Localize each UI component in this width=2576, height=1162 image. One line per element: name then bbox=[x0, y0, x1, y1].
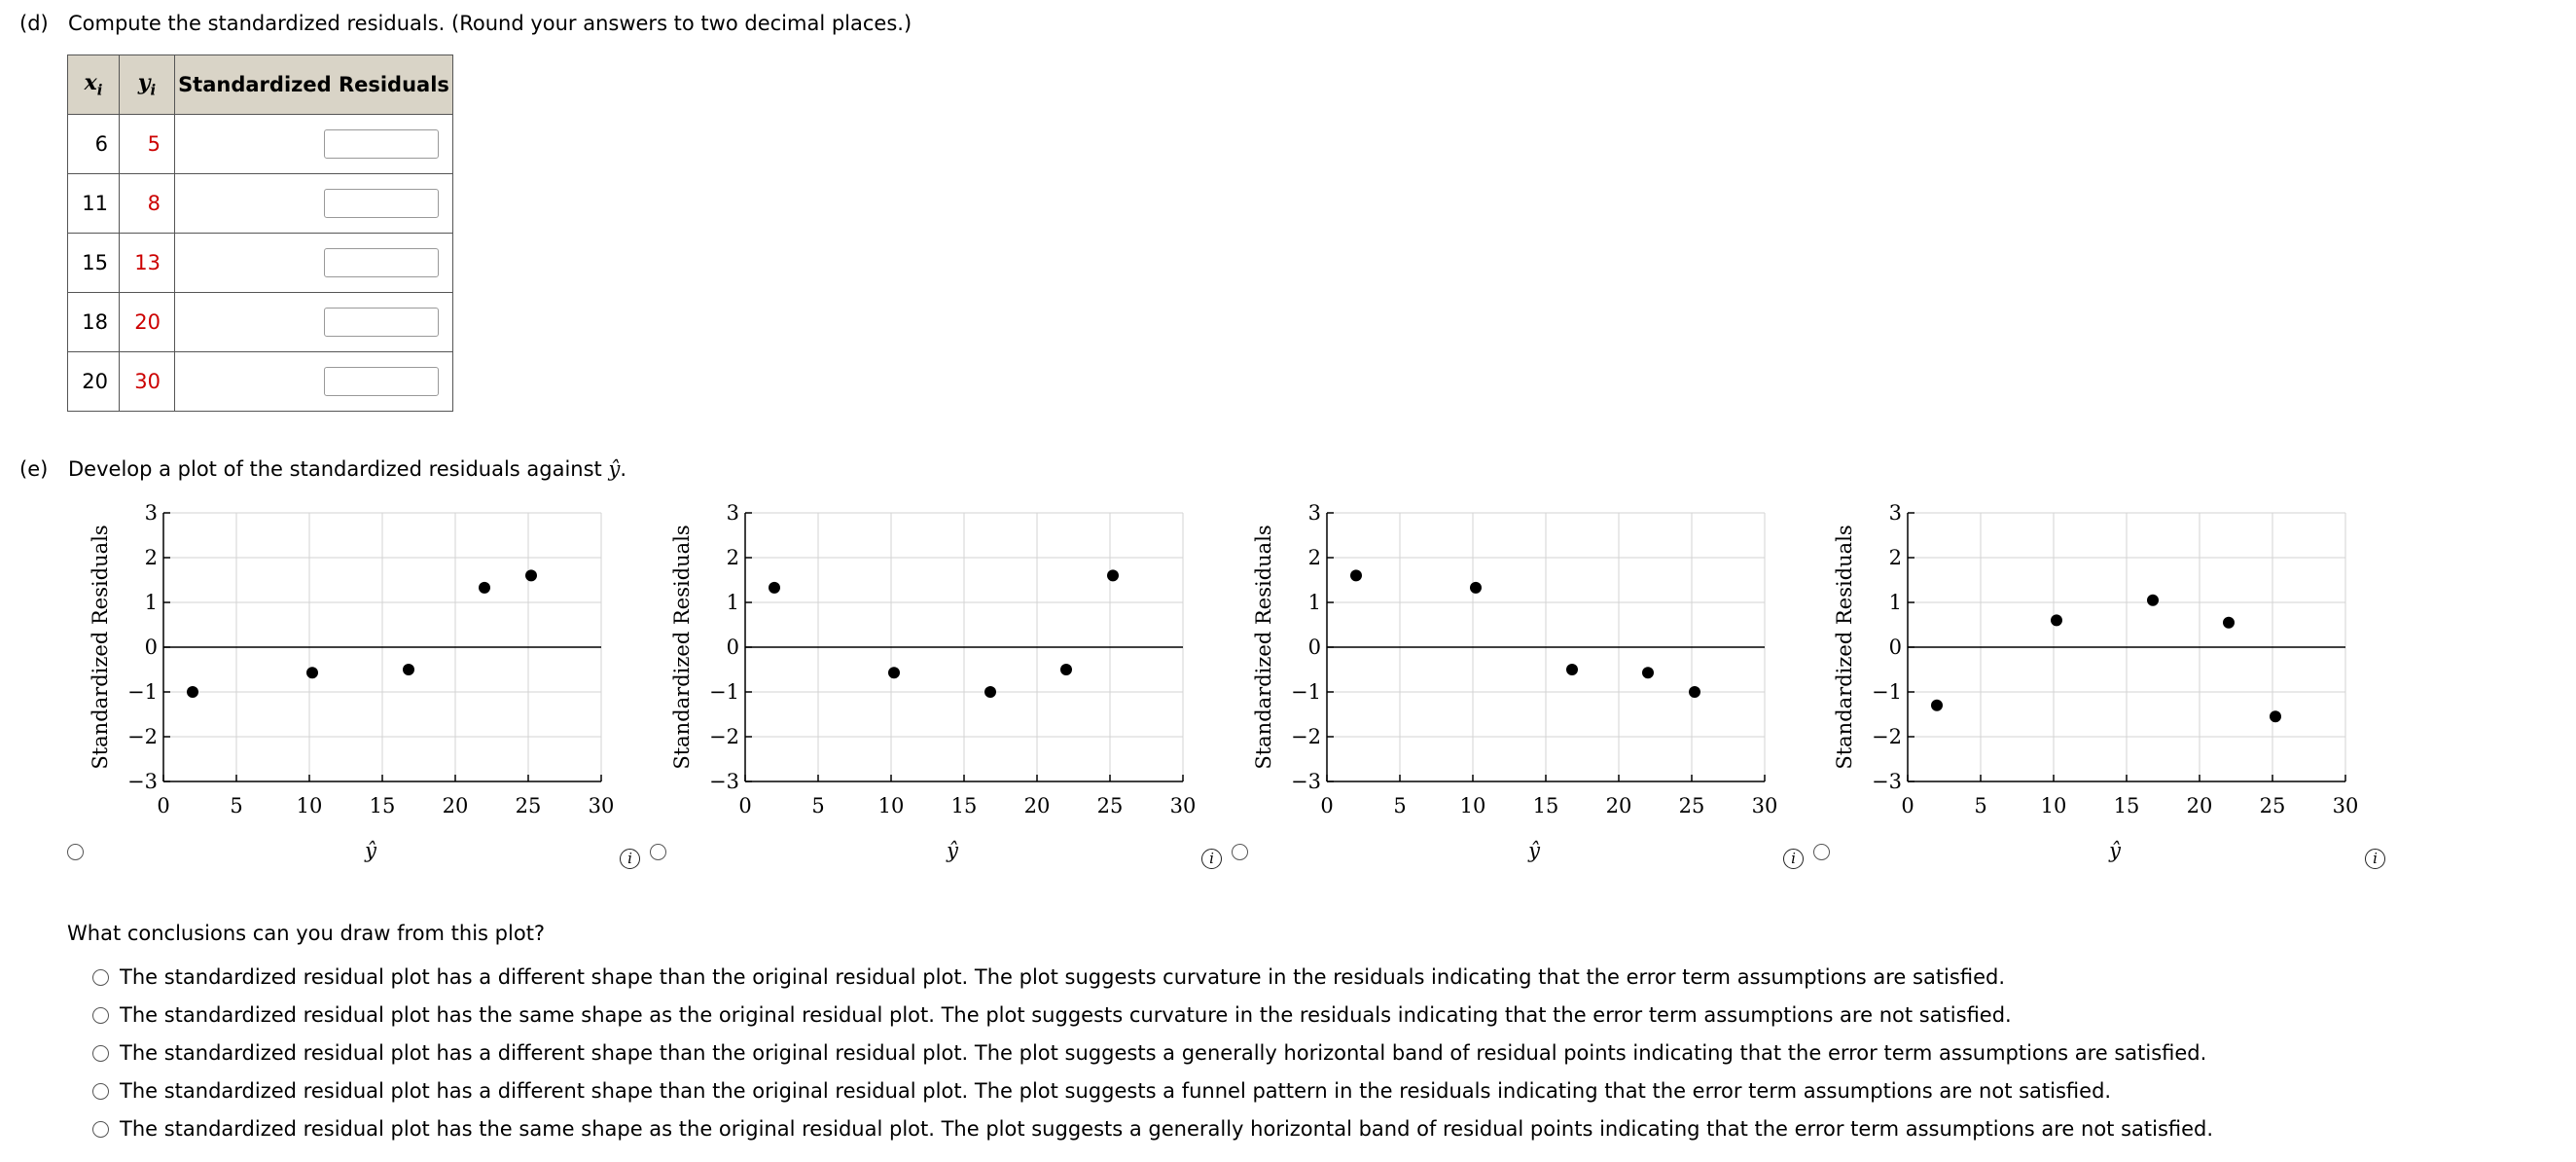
standardized-residual-input-1[interactable] bbox=[324, 129, 439, 159]
conclusion-option-label: The standardized residual plot has the same shape as the original residual plot. The plot suggests a generally horizontal band of residual points indicating that the error term assumptions are not satisfied. bbox=[120, 1117, 2214, 1141]
conclusion-option-1[interactable] bbox=[92, 965, 2005, 989]
y-tick-label: −2 bbox=[1291, 725, 1321, 748]
table-row bbox=[68, 293, 453, 352]
x-value: 6 bbox=[68, 115, 120, 174]
y-tick-label: −3 bbox=[127, 770, 158, 793]
y-tick-label: 0 bbox=[1307, 635, 1321, 659]
data-point bbox=[479, 582, 490, 594]
y-tick-label: 0 bbox=[144, 635, 158, 659]
plot-option-4-radio[interactable] bbox=[1813, 844, 1830, 860]
table-row bbox=[68, 115, 453, 174]
y-tick-label: −1 bbox=[709, 680, 739, 704]
col-header-y: $y_i$ bbox=[120, 55, 175, 115]
x-tick-label: 25 bbox=[515, 794, 542, 817]
residual-cell bbox=[175, 174, 453, 234]
table-row bbox=[68, 352, 453, 412]
table-row bbox=[68, 234, 453, 293]
data-point bbox=[984, 686, 996, 698]
standardized-residual-input-2[interactable] bbox=[324, 189, 439, 218]
y-tick-label: −2 bbox=[1872, 725, 1902, 748]
y-tick-label: 1 bbox=[144, 591, 158, 614]
x-tick-label: 5 bbox=[1393, 794, 1407, 817]
x-tick-label: 10 bbox=[296, 794, 323, 817]
x-tick-label: 30 bbox=[1169, 794, 1197, 817]
x-tick-label: 25 bbox=[1096, 794, 1124, 817]
y-tick-label: 0 bbox=[1888, 635, 1902, 659]
x-axis-label: ŷ bbox=[2109, 839, 2121, 862]
x-tick-label: 30 bbox=[1751, 794, 1778, 817]
y-tick-label: −1 bbox=[127, 680, 158, 704]
plot-2-info-icon[interactable]: i bbox=[1201, 849, 1222, 869]
x-axis-label: ŷ bbox=[365, 839, 376, 862]
x-tick-label: 15 bbox=[950, 794, 978, 817]
data-point bbox=[2223, 617, 2235, 629]
x-tick-label: 25 bbox=[1678, 794, 1705, 817]
x-tick-label: 10 bbox=[2040, 794, 2067, 817]
y-tick-label: −3 bbox=[1872, 770, 1902, 793]
y-tick-label: −3 bbox=[709, 770, 739, 793]
y-tick-label: 2 bbox=[1307, 546, 1321, 569]
x-tick-label: 0 bbox=[1320, 794, 1334, 817]
y-axis-label: Standardized Residuals bbox=[1833, 525, 1856, 770]
plot-option-3-radio[interactable] bbox=[1232, 844, 1248, 860]
data-point bbox=[769, 582, 780, 594]
conclusion-option-label: The standardized residual plot has a different shape than the original residual plot. The plot suggests a funnel pattern in the residuals indicating that the error term assumptions are not satisfied. bbox=[120, 1079, 2112, 1103]
x-value: 18 bbox=[68, 293, 120, 352]
data-point bbox=[1689, 686, 1700, 698]
data-point bbox=[2051, 614, 2062, 626]
y-axis-label: Standardized Residuals bbox=[1252, 525, 1275, 770]
y-value: 30 bbox=[120, 352, 175, 412]
x-value: 11 bbox=[68, 174, 120, 234]
data-point bbox=[403, 664, 414, 675]
x-tick-label: 0 bbox=[1901, 794, 1914, 817]
part-d-prompt: (d) Compute the standardized residuals. (Round your answers to two decimal places.) bbox=[19, 12, 912, 35]
residual-plot-4 bbox=[1832, 491, 2377, 881]
conclusion-option-4[interactable] bbox=[92, 1079, 2111, 1103]
data-point bbox=[1470, 582, 1482, 594]
x-tick-label: 0 bbox=[157, 794, 170, 817]
data-point bbox=[2270, 710, 2281, 722]
residual-cell bbox=[175, 293, 453, 352]
data-point bbox=[1060, 664, 1072, 675]
data-point bbox=[1931, 700, 1943, 711]
y-value: 8 bbox=[120, 174, 175, 234]
conclusion-option-label: The standardized residual plot has a different shape than the original residual plot. The plot suggests curvature in the residuals indicating that the error term assumptions are satisfied. bbox=[120, 965, 2005, 989]
standardized-residual-input-5[interactable] bbox=[324, 367, 439, 396]
data-point bbox=[187, 686, 198, 698]
standardized-residual-input-4[interactable] bbox=[324, 308, 439, 337]
x-tick-label: 20 bbox=[1605, 794, 1632, 817]
y-tick-label: 1 bbox=[1888, 591, 1902, 614]
residual-cell bbox=[175, 352, 453, 412]
data-point bbox=[306, 667, 318, 678]
x-tick-label: 5 bbox=[811, 794, 825, 817]
x-tick-label: 15 bbox=[1532, 794, 1559, 817]
y-tick-label: 3 bbox=[726, 501, 739, 525]
plot-option-1-radio[interactable] bbox=[67, 844, 84, 860]
x-tick-label: 20 bbox=[442, 794, 469, 817]
data-point bbox=[2147, 595, 2159, 606]
residual-cell bbox=[175, 115, 453, 174]
y-tick-label: 1 bbox=[1307, 591, 1321, 614]
conclusion-option-radio[interactable] bbox=[92, 1007, 109, 1024]
residual-plot-2 bbox=[669, 491, 1214, 881]
y-tick-label: 2 bbox=[1888, 546, 1902, 569]
residual-plot-1 bbox=[88, 491, 632, 881]
conclusion-option-radio[interactable] bbox=[92, 1083, 109, 1100]
residual-plot-3 bbox=[1251, 491, 1796, 881]
y-tick-label: 3 bbox=[1307, 501, 1321, 525]
table-row bbox=[68, 174, 453, 234]
x-tick-label: 25 bbox=[2259, 794, 2286, 817]
x-tick-label: 15 bbox=[369, 794, 396, 817]
col-header-x: $x_i$ bbox=[68, 55, 120, 115]
data-point bbox=[1107, 569, 1119, 581]
x-tick-label: 20 bbox=[1023, 794, 1051, 817]
residual-cell bbox=[175, 234, 453, 293]
y-axis-label: Standardized Residuals bbox=[89, 525, 112, 770]
y-tick-label: −3 bbox=[1291, 770, 1321, 793]
y-value: 20 bbox=[120, 293, 175, 352]
conclusion-option-label: The standardized residual plot has a different shape than the original residual plot. The plot suggests a generally horizontal band of residual points indicating that the error term assumptions are satisfied. bbox=[120, 1041, 2207, 1065]
conclusion-question: What conclusions can you draw from this plot? bbox=[67, 922, 546, 945]
y-tick-label: −1 bbox=[1872, 680, 1902, 704]
y-value: 13 bbox=[120, 234, 175, 293]
x-value: 20 bbox=[68, 352, 120, 412]
col-header-standardized-residuals: Standardized Residuals bbox=[175, 55, 453, 115]
conclusion-option-3[interactable] bbox=[92, 1041, 2206, 1065]
y-tick-label: 3 bbox=[1888, 501, 1902, 525]
y-tick-label: 1 bbox=[726, 591, 739, 614]
x-value: 15 bbox=[68, 234, 120, 293]
x-tick-label: 10 bbox=[1459, 794, 1486, 817]
plot-3-info-icon[interactable]: i bbox=[1783, 849, 1804, 869]
plot-4-info-icon[interactable]: i bbox=[2365, 849, 2385, 869]
data-point bbox=[1566, 664, 1578, 675]
y-tick-label: 3 bbox=[144, 501, 158, 525]
data-point bbox=[888, 667, 900, 678]
x-tick-label: 15 bbox=[2113, 794, 2140, 817]
y-tick-label: 0 bbox=[726, 635, 739, 659]
x-tick-label: 10 bbox=[877, 794, 905, 817]
data-point bbox=[1350, 569, 1362, 581]
data-point bbox=[525, 569, 537, 581]
x-axis-label: ŷ bbox=[1528, 839, 1540, 862]
conclusion-option-5[interactable] bbox=[92, 1117, 2213, 1141]
y-tick-label: −1 bbox=[1291, 680, 1321, 704]
standardized-residual-input-3[interactable] bbox=[324, 248, 439, 277]
conclusion-option-2[interactable] bbox=[92, 1003, 2012, 1027]
plot-option-2-radio[interactable] bbox=[650, 844, 666, 860]
x-tick-label: 20 bbox=[2186, 794, 2213, 817]
conclusion-option-radio[interactable] bbox=[92, 969, 109, 986]
conclusion-option-radio[interactable] bbox=[92, 1045, 109, 1062]
y-axis-label: Standardized Residuals bbox=[670, 525, 694, 770]
x-tick-label: 30 bbox=[588, 794, 615, 817]
y-value: 5 bbox=[120, 115, 175, 174]
residuals-table bbox=[67, 54, 453, 412]
conclusion-option-radio[interactable] bbox=[92, 1121, 109, 1138]
y-tick-label: 2 bbox=[144, 546, 158, 569]
y-tick-label: −2 bbox=[709, 725, 739, 748]
plot-1-info-icon[interactable]: i bbox=[620, 849, 640, 869]
x-axis-label: ŷ bbox=[947, 839, 958, 862]
x-tick-label: 5 bbox=[1974, 794, 1987, 817]
x-tick-label: 30 bbox=[2332, 794, 2359, 817]
y-tick-label: −2 bbox=[127, 725, 158, 748]
data-point bbox=[1642, 667, 1654, 678]
part-e-prompt: (e) Develop a plot of the standardized residuals against ŷ. bbox=[19, 457, 627, 481]
y-tick-label: 2 bbox=[726, 546, 739, 569]
conclusion-option-label: The standardized residual plot has the same shape as the original residual plot. The plot suggests curvature in the residuals indicating that the error term assumptions are not satisfied. bbox=[120, 1003, 2012, 1027]
x-tick-label: 5 bbox=[230, 794, 243, 817]
x-tick-label: 0 bbox=[738, 794, 752, 817]
